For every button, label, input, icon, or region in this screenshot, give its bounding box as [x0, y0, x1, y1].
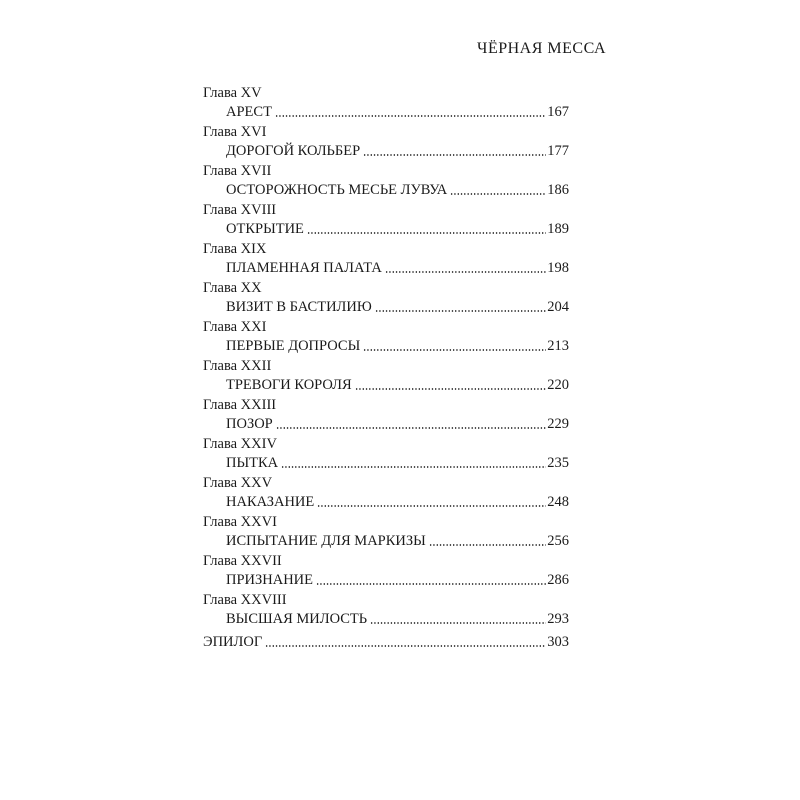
- toc-entry: [203, 201, 569, 238]
- page-number: 213: [547, 338, 569, 354]
- dot-leader: [450, 193, 546, 195]
- page-number: 303: [547, 634, 569, 650]
- chapter-label: Глава XXIII: [203, 397, 277, 413]
- toc-title: ИСПЫТАНИЕ ДЛЯ МАРКИЗЫ: [226, 533, 426, 549]
- dot-leader: [317, 505, 546, 507]
- toc-title: ДОРОГОЙ КОЛЬБЕР: [226, 143, 361, 159]
- dot-leader: [375, 310, 546, 312]
- toc-title: ОТКРЫТИЕ: [226, 221, 304, 237]
- toc-entry: [203, 396, 569, 433]
- toc-line[interactable]: [203, 297, 569, 316]
- chapter-label: Глава XXV: [203, 475, 273, 491]
- chapter-label: Глава XXVIII: [203, 592, 287, 608]
- toc-entry: [203, 357, 569, 394]
- page-number: 286: [547, 572, 569, 588]
- toc-line[interactable]: [203, 336, 569, 355]
- dot-leader: [276, 427, 547, 429]
- toc-title: ВИЗИТ В БАСТИЛИЮ: [226, 299, 372, 315]
- page-number: 248: [547, 494, 569, 510]
- chapter-label: Глава XXIV: [203, 436, 277, 452]
- toc-line[interactable]: [203, 180, 569, 199]
- chapter-label: Глава XVII: [203, 163, 272, 179]
- page-number: 198: [547, 260, 569, 276]
- dot-leader: [307, 232, 546, 234]
- toc-entry: [203, 435, 569, 472]
- toc-title: ПЫТКА: [226, 455, 279, 471]
- toc-line[interactable]: [203, 414, 569, 433]
- dot-leader: [385, 271, 546, 273]
- chapter-label: Глава XXII: [203, 358, 272, 374]
- chapter-label: Глава XIX: [203, 241, 267, 257]
- chapter-label: Глава XXI: [203, 319, 267, 335]
- page-number: 293: [547, 611, 569, 627]
- dot-leader: [265, 645, 546, 647]
- toc-entry: [203, 279, 569, 316]
- dot-leader: [316, 583, 546, 585]
- table-of-contents: [203, 84, 569, 651]
- toc-epilogue-line[interactable]: [203, 632, 569, 651]
- toc-title: НАКАЗАНИЕ: [226, 494, 315, 510]
- toc-line[interactable]: [203, 609, 569, 628]
- toc-title: ТРЕВОГИ КОРОЛЯ: [226, 377, 352, 393]
- toc-entry: [203, 162, 569, 199]
- toc-line[interactable]: [203, 141, 569, 160]
- toc-title: ПЛАМЕННАЯ ПАЛАТА: [226, 260, 382, 276]
- dot-leader: [370, 622, 546, 624]
- toc-title: ПЕРВЫЕ ДОПРОСЫ: [226, 338, 361, 354]
- dot-leader: [363, 154, 546, 156]
- toc-line[interactable]: [203, 219, 569, 238]
- toc-line[interactable]: [203, 570, 569, 589]
- chapter-label: Глава XVIII: [203, 202, 277, 218]
- toc-title: ВЫСШАЯ МИЛОСТЬ: [226, 611, 368, 627]
- chapter-label: Глава XVI: [203, 124, 267, 140]
- dot-leader: [355, 388, 547, 390]
- toc-line[interactable]: [203, 258, 569, 277]
- chapter-label: Глава XXVII: [203, 553, 282, 569]
- toc-entry: [203, 513, 569, 550]
- page-number: 235: [547, 455, 569, 471]
- toc-entry: [203, 123, 569, 160]
- toc-entry: [203, 474, 569, 511]
- page-number: 229: [547, 416, 569, 432]
- page-number: 177: [547, 143, 569, 159]
- chapter-label: Глава XV: [203, 85, 262, 101]
- page-number: 204: [547, 299, 569, 315]
- toc-entry: [203, 552, 569, 589]
- toc-title: ОСТОРОЖНОСТЬ МЕСЬЕ ЛУВУА: [226, 182, 448, 198]
- toc-title: АРЕСТ: [226, 104, 272, 120]
- toc-title: ПОЗОР: [226, 416, 273, 432]
- toc-title: ПРИЗНАНИЕ: [226, 572, 314, 588]
- page-number: 220: [547, 377, 569, 393]
- toc-line[interactable]: [203, 453, 569, 472]
- toc-line[interactable]: [203, 492, 569, 511]
- running-head-title: ЧЁРНАЯ МЕССА: [477, 40, 606, 57]
- toc-line[interactable]: [203, 375, 569, 394]
- toc-entry: [203, 240, 569, 277]
- page-number: 167: [547, 104, 569, 120]
- dot-leader: [275, 115, 546, 117]
- page-number: 186: [547, 182, 569, 198]
- dot-leader: [363, 349, 546, 351]
- page-number: 256: [547, 533, 569, 549]
- chapter-label: Глава XX: [203, 280, 262, 296]
- toc-entry: [203, 84, 569, 121]
- dot-leader: [429, 544, 546, 546]
- toc-entry: [203, 318, 569, 355]
- chapter-label: Глава XXVI: [203, 514, 277, 530]
- toc-title: ЭПИЛОГ: [203, 634, 263, 650]
- toc-entry: [203, 591, 569, 628]
- dot-leader: [281, 466, 546, 468]
- page-number: 189: [547, 221, 569, 237]
- toc-line[interactable]: [203, 102, 569, 121]
- toc-line[interactable]: [203, 531, 569, 550]
